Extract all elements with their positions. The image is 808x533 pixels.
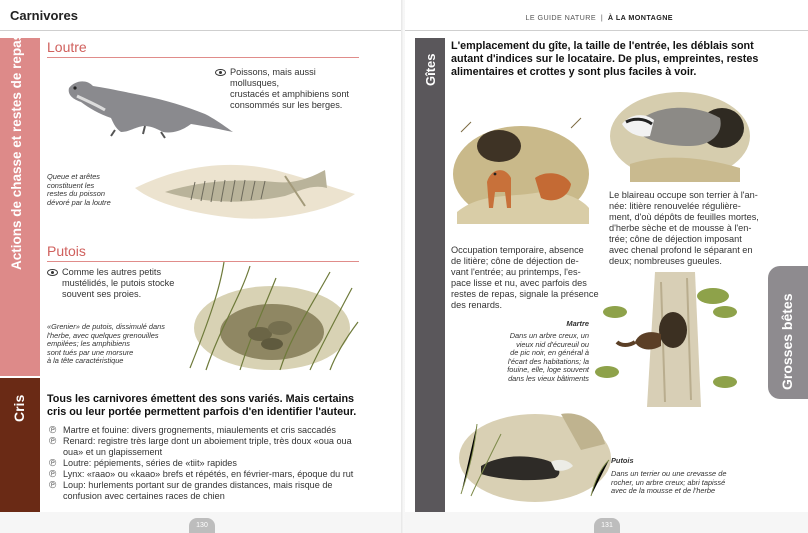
loutre-title: Loutre bbox=[47, 39, 87, 55]
polecat-den-illustration bbox=[451, 404, 611, 504]
renard-text: Occupation temporaire, absence de litière; cône de déjection de- vant l'entrée; au printemps, l'es- pace lisse et nu, avec parfois des restes de repas, signale la présence des renards. bbox=[451, 245, 599, 310]
header-divider bbox=[0, 30, 403, 31]
fox-den-illustration bbox=[451, 112, 591, 224]
left-page bbox=[0, 0, 403, 533]
cris-intro: Tous les carnivores émettent des sons variés. Mais certains cris ou leur portée permettent parfois d'en identifier l'auteur. bbox=[47, 393, 357, 418]
list-item: ℗ Loup: hurlements portant sur de grandes distances, mais risque de confusion avec certaines races de chien bbox=[49, 480, 333, 501]
section-band-gites bbox=[415, 38, 445, 512]
ear-icon: ℗ bbox=[49, 436, 57, 447]
gites-intro: L'emplacement du gîte, la taille de l'entrée, les déblais sont autant d'indices sur le locataire. De plus, empreintes, restes alimentaires et crottes y sont plus faciles à voir. bbox=[451, 40, 759, 78]
chapter-tab-label: Grosses bêtes bbox=[779, 293, 795, 390]
header-divider bbox=[405, 30, 808, 31]
page-header-left: Carnivores bbox=[10, 8, 78, 23]
list-item: ℗ Renard: registre très large dont un aboiement triple, très doux «oua oua oua» et un glapissement bbox=[49, 436, 352, 457]
fish-remains-illustration bbox=[135, 148, 355, 228]
badger-illustration bbox=[600, 84, 750, 182]
page-number-left: 130 bbox=[189, 518, 215, 533]
list-item: ℗ Martre et fouine: divers grognements, miaulements et cris saccadés bbox=[49, 425, 336, 436]
blaireau-text: Le blaireau occupe son terrier à l'an- née: litière renouvelée régulière- ment, d'où dépôts de feuilles mortes, d'herbe sèche et de mousse à l'en- trée; cône de déjection imposant avec chenal profond le séparant en deux; nombreuses gueules. bbox=[609, 190, 759, 266]
marten-tree-illustration bbox=[595, 272, 745, 407]
putois-text: Comme les autres petits mustélidés, le putois stocke souvent ses proies. bbox=[62, 267, 175, 299]
section-band-gites-label: Gîtes bbox=[423, 53, 438, 86]
section-band-actions-label: Actions de chasse et restes de repas bbox=[9, 32, 24, 270]
martre-label: Martre bbox=[566, 319, 589, 328]
loutre-rule bbox=[47, 57, 359, 58]
ear-icon: ℗ bbox=[49, 480, 57, 491]
eye-icon bbox=[47, 269, 58, 276]
putois-label: Putois bbox=[611, 456, 634, 465]
page-header-right: LE GUIDE NATURE | À LA MONTAGNE bbox=[525, 13, 673, 22]
section-band-cris-label: Cris bbox=[11, 394, 27, 422]
putois-caption: «Grenier» de putois, dissimulé dans l'herbe, avec quelques grenouilles empilées; les amphibiens sont tués par une morsure à la tête caractéristique bbox=[47, 322, 165, 366]
ear-icon: ℗ bbox=[49, 469, 57, 480]
loutre-text: Poissons, mais aussi mollusques, crustacés et amphibiens sont consommés sur les berges. bbox=[230, 67, 349, 110]
list-item: ℗ Loutre: pépiements, séries de «tiit» rapides bbox=[49, 458, 237, 469]
right-page bbox=[405, 0, 808, 533]
polecat-larder-illustration bbox=[180, 258, 360, 376]
ear-icon: ℗ bbox=[49, 425, 57, 436]
list-item: ℗ Lynx: «raao» ou «kaao» brefs et répétés, en février-mars, époque du rut bbox=[49, 469, 354, 480]
otter-illustration bbox=[55, 70, 235, 145]
cris-list bbox=[47, 425, 363, 502]
putois-gite-caption: Dans un terrier ou une crevasse de rocher, un arbre creux; abri tapissé avec de la mousse et de l'herbe bbox=[611, 469, 727, 496]
martre-caption: Dans un arbre creux, un vieux nid d'écureuil ou de pic noir, en général à l'écart des habitations; la fouine, elle, loge souvent dans les vieux bâtiments bbox=[507, 331, 589, 383]
loutre-caption: Queue et arêtes constituent les restes du poisson dévoré par la loutre bbox=[47, 172, 111, 207]
page-number-right: 131 bbox=[594, 518, 620, 533]
ear-icon: ℗ bbox=[49, 458, 57, 469]
putois-title: Putois bbox=[47, 243, 86, 259]
